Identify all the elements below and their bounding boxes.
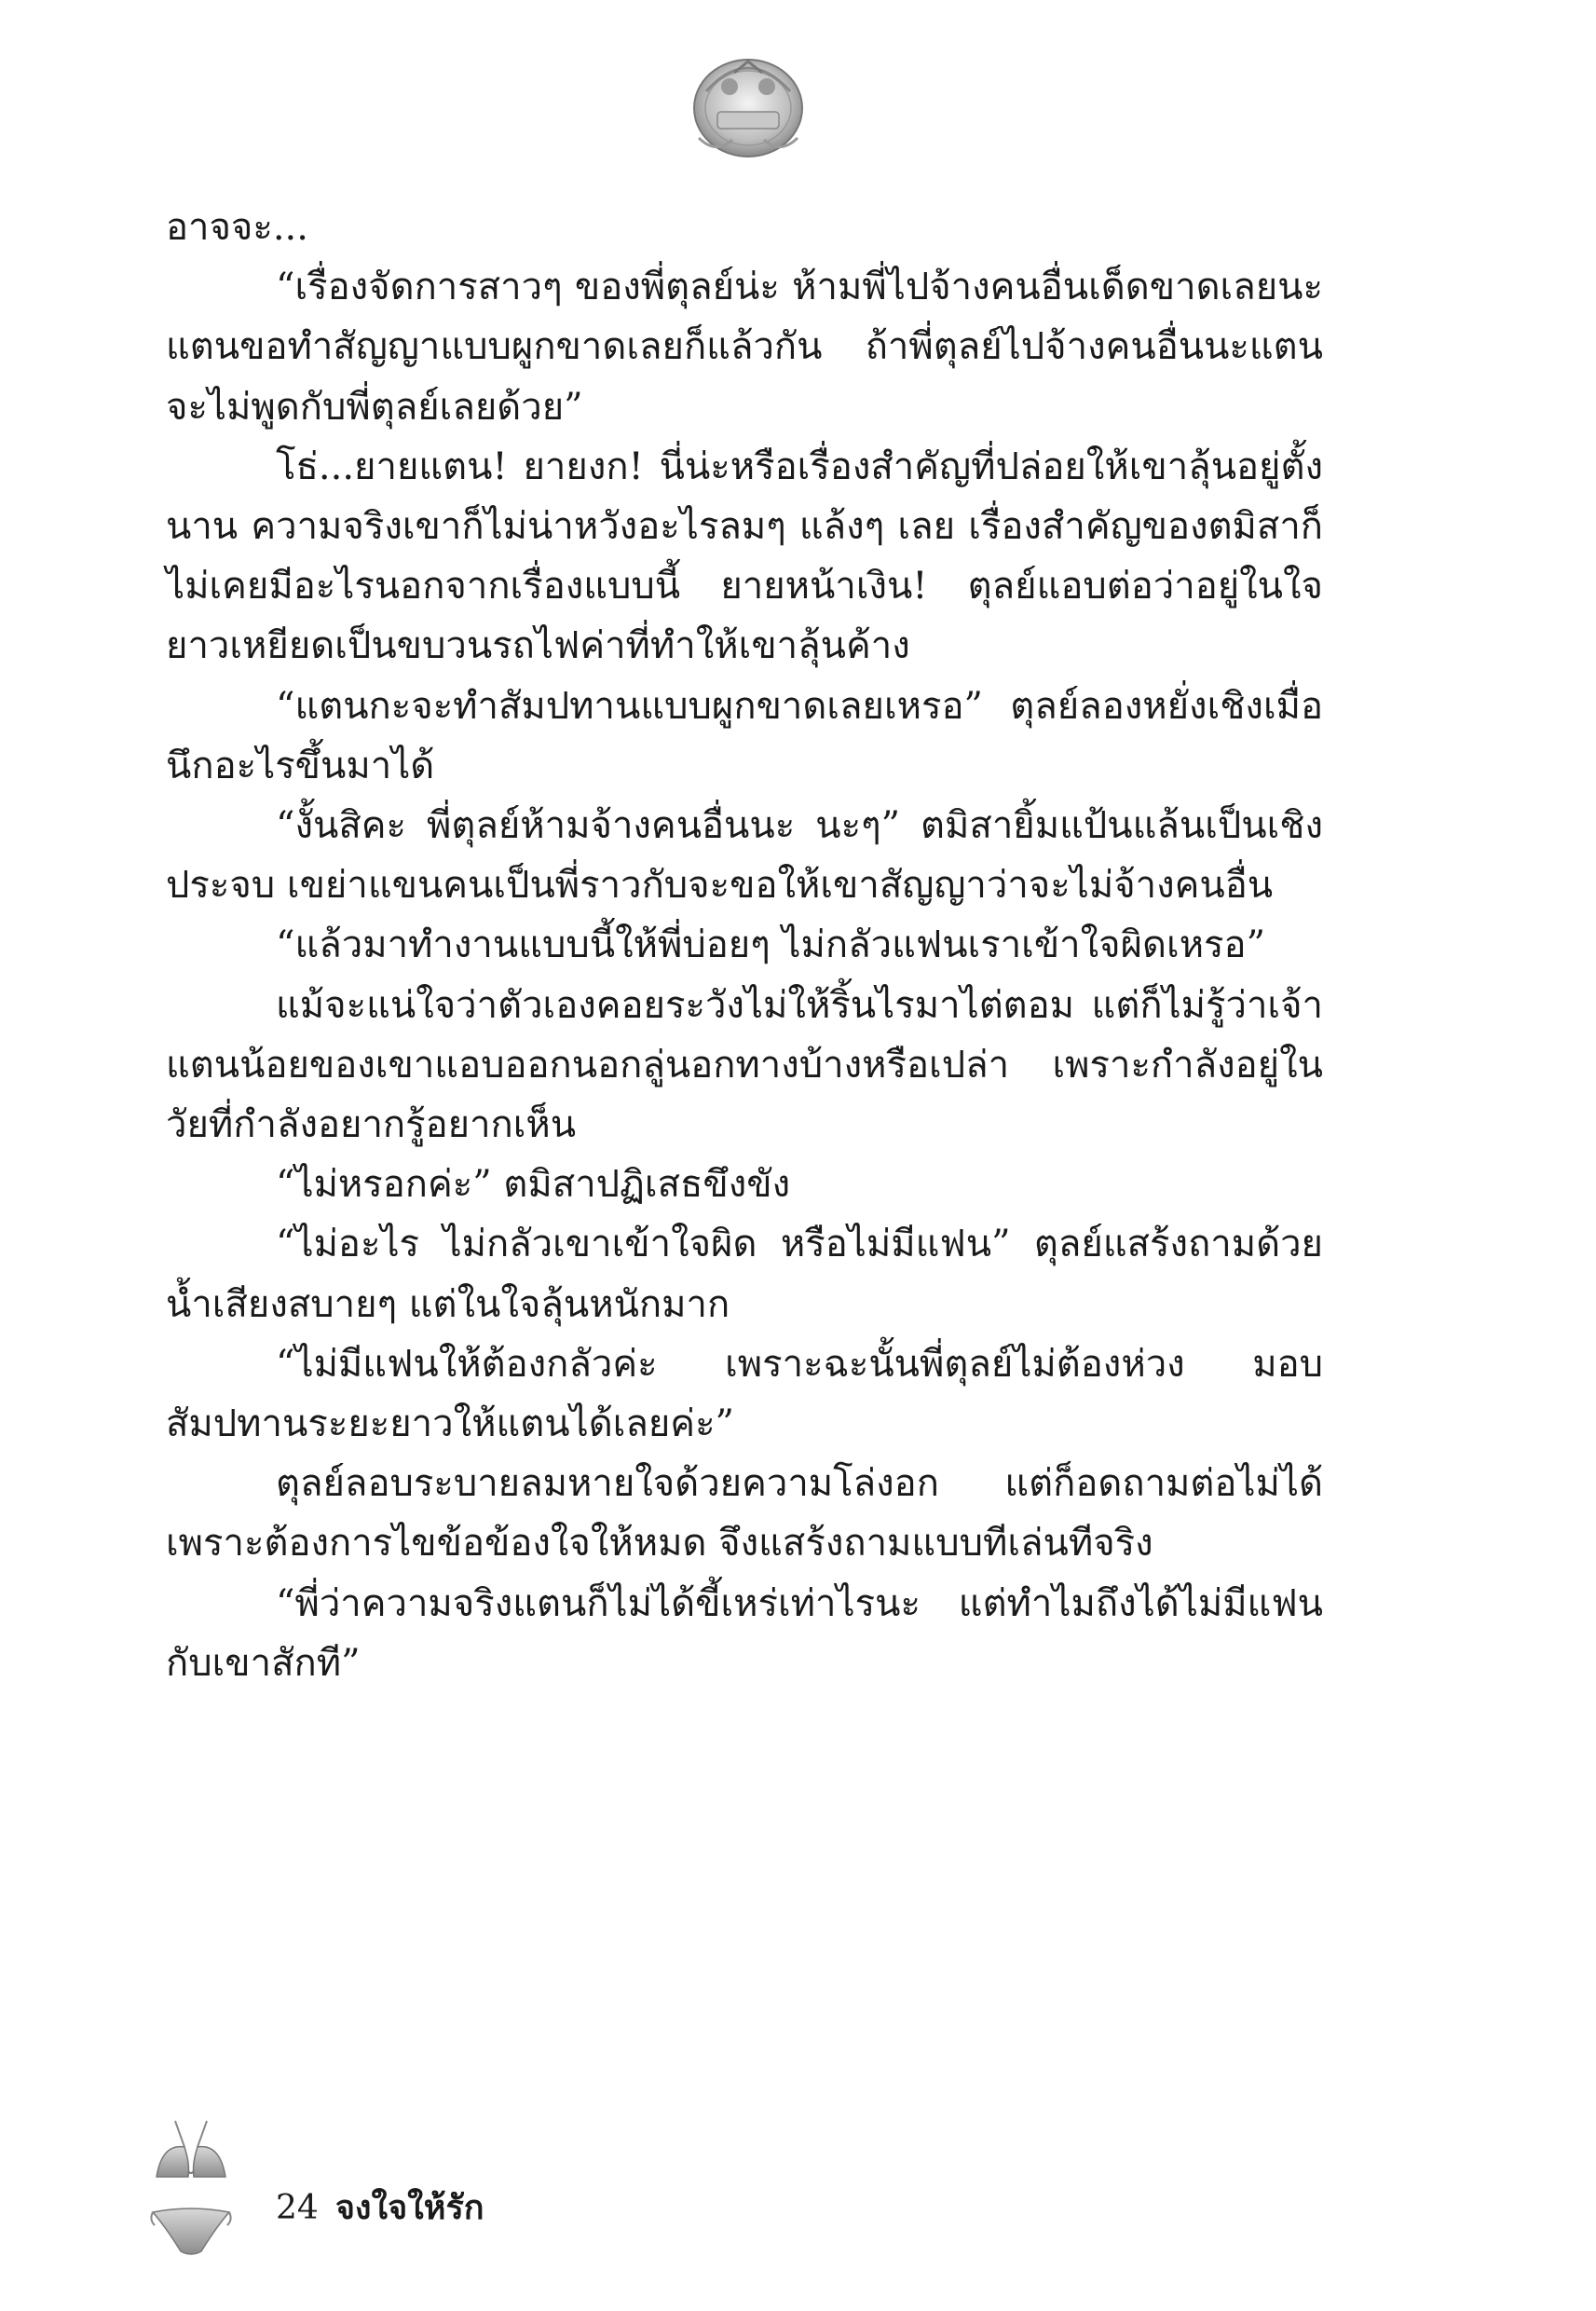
publisher-logo-icon [678,35,818,166]
page-number: 24 [276,2189,319,2227]
page-footer [149,2115,708,2274]
paragraph: “แล้วมาทำงานแบบนี้ให้พี่บ่อยๆ ไม่กลัวแฟนเราเข้าใจผิดเหรอ” [276,923,1266,967]
paragraph: “ไม่มีแฟนให้ต้องกลัวค่ะ เพราะฉะนั้นพี่ตุลย์ไม่ต้องห่วง มอบสัมปทานระยะยาวให้แตนได้เลยค่ะ” [166,1342,1323,1446]
bikini-icon [149,2115,233,2274]
footer-caption [276,2181,484,2234]
paragraph: ตุลย์ลอบระบายลมหายใจด้วยความโล่งอก แต่ก็อดถามต่อไม่ได้เพราะต้องการไขข้อข้องใจให้หมด จึงแสร้งถามแบบทีเล่นทีจริง [166,1462,1323,1566]
paragraph: “ไม่หรอกค่ะ” ตมิสาปฏิเสธขึงขัง [276,1163,791,1207]
paragraph: “แตนกะจะทำสัมปทานแบบผูกขาดเลยเหรอ” ตุลย์ลองหยั่งเชิงเมื่อนึกอะไรขึ้นมาได้ [166,684,1323,787]
paragraph: แม้จะแน่ใจว่าตัวเองคอยระวังไม่ให้ริ้นไรมาไต่ตอม แต่ก็ไม่รู้ว่าเจ้าแตนน้อยของเขาแอบออกนอกลู่นอกทางบ้างหรือเปล่า เพราะกำลังอยู่ในวัยที่กำลังอยากรู้อยากเห็น [166,983,1323,1147]
paragraph: “พี่ว่าความจริงแตนก็ไม่ได้ขี้เหร่เท่าไรนะ แต่ทำไมถึงได้ไม่มีแฟนกับเขาสักที” [166,1581,1323,1685]
paragraph: โธ่...ยายแตน! ยายงก! นี่น่ะหรือเรื่องสำคัญที่ปล่อยให้เขาลุ้นอยู่ตั้งนาน ความจริงเขาก็ไม่น่าหวังอะไรลมๆ แล้งๆ เลย เรื่องสำคัญของตมิสาก็ไม่เคยมีอะไรนอกจากเรื่องแบบนี้ ยายหน้าเงิน! ตุลย์แอบต่อว่าอยู่ในใจยาวเหยียดเป็นขบวนรถไฟค่าที่ทำให้เขาลุ้นค้าง [166,444,1323,668]
book-title: จงใจให้รัก [334,2189,484,2227]
page-body [166,198,1323,1693]
paragraph: “ไม่อะไร ไม่กลัวเขาเข้าใจผิด หรือไม่มีแฟน” ตุลย์แสร้งถามด้วยน้ำเสียงสบายๆ แต่ในใจลุ้นหนักมาก [166,1223,1323,1326]
paragraph: “เรื่องจัดการสาวๆ ของพี่ตุลย์น่ะ ห้ามพี่ไปจ้างคนอื่นเด็ดขาดเลยนะ แตนขอทำสัญญาแบบผูกขาดเลยก็แล้วกัน ถ้าพี่ตุลย์ไปจ้างคนอื่นนะแตนจะไม่พูดกับพี่ตุลย์เลยด้วย” [166,266,1323,429]
paragraph: อาจจะ... [166,206,308,249]
paragraph: “งั้นสิคะ พี่ตุลย์ห้ามจ้างคนอื่นนะ นะๆ” ตมิสายิ้มแป้นแล้นเป็นเชิงประจบ เขย่าแขนคนเป็นพี่ราวกับจะขอให้เขาสัญญาว่าจะไม่จ้างคนอื่น [166,804,1323,908]
